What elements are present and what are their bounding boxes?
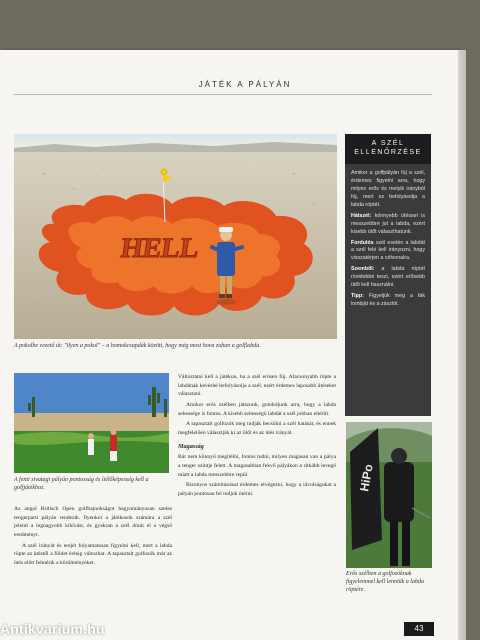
sidebar-item-label: Szemből:	[351, 266, 375, 273]
sidebar-item-text: szél esetén a labdát a szél felé kell irányozni, hogy visszatérjen a célvonalra.	[351, 239, 425, 262]
sidebar-item	[351, 240, 425, 264]
hell-bunker-illustration	[14, 134, 337, 339]
main-photo-caption: A pokolbe vezető út: "ilyen a pokol" – a homokcsapdák között, hogy még most hova zuhan a golflabda.	[14, 343, 261, 349]
page-number: 43	[404, 622, 434, 636]
hell-lettering: HELL	[118, 233, 201, 264]
paragraph: Bár nem könnyű megítélni, fontos tudni, milyen magasan van a pálya a tenger szintje felett. A magasabban fekvő pályákon a ritkább levegő miatt a labda messzebbre repül.	[178, 454, 336, 478]
section-header: JÁTÉK A PÁLYÁN	[198, 80, 292, 89]
sidebar-body	[345, 164, 431, 315]
sidebar-item-text: a labda röptét rövidebbé teszi, ezért erősebb ütőt kell használni.	[351, 266, 425, 289]
page-edge	[458, 50, 466, 640]
sidebar-intro: Amikor a golfpályán fúj a szél, érdemes figyelni arra, hogy milyen erős és melyik irányból fúj, mert ez befolyásolja a labda röptét.	[351, 170, 425, 208]
desert-course-caption: A fenti sivatagi pályán pontosság és ítélőképesség kell a golfjátékhoz.	[14, 477, 149, 491]
sidebar-item-label: Hátszél:	[351, 212, 372, 219]
umbrella-golfer-illustration	[346, 422, 432, 568]
paragraph: A szél irányát és erejét folyamatosan figyelni kell, mert a labda röpte az ütéstől a földet érésig változhat. A tapasztalt golfozók már az ütés előtt felmérik a körülményeket.	[14, 542, 172, 566]
sidebar-item	[351, 293, 425, 309]
article-column-2	[178, 373, 336, 500]
watermark-logo: Antikvarium.hu	[0, 621, 105, 637]
sidebar-item-text: könnyebb ütéssel is messzebbre jut a labda, ezért kisebb ütőt választhatunk.	[351, 212, 425, 235]
article-column-1	[14, 505, 172, 570]
umbrella-golfer-photo	[346, 422, 432, 568]
sidebar-title-line1: A SZÉL	[371, 140, 405, 147]
umbrella-golfer-caption: Erős szélben a golfozóknak figyelemmel kell lenniük a labda röptére.	[346, 571, 424, 593]
subheading: Magasság	[178, 442, 204, 450]
sidebar-item-label: Fordulós	[351, 239, 374, 246]
paragraph: Változtatni kell a játékon, ha a szél erősen fúj. Alacsonyabb röpte a labdának kevésbé befolyásolja a szél, ezért érdemes laposabb ütéseket választani.	[178, 374, 336, 398]
desert-course-illustration	[14, 373, 169, 473]
umbrella-logo: HiPo	[357, 463, 376, 493]
sidebar-title-line2: ELLENŐRZÉSE	[354, 149, 422, 157]
paragraph: A tapasztalt golfozók meg tudják becsülni a szél hatását, és ennek megfelelően választják ki az ütőt és az ütés irányát.	[178, 421, 336, 436]
main-photo	[14, 134, 337, 339]
sidebar-title	[345, 134, 431, 164]
paragraph: Bizonyos számításokat érdemes elvégezni, hogy a távolságokat a pályán pontosan fel tudjuk mérni.	[178, 482, 336, 497]
sidebar-box	[345, 134, 431, 416]
sidebar-item	[351, 213, 425, 237]
header-divider	[14, 94, 432, 95]
desert-course-photo	[14, 373, 169, 473]
sidebar-item	[351, 266, 425, 290]
sidebar-item-label: Tipp:	[351, 293, 364, 300]
paragraph: Amikor erős szélben játszunk, gondoljunk arra, hogy a labda sebessége is fontos. A kisebb sebességű labdát a szél jobban eltéríti.	[178, 401, 336, 417]
sidebar-item-text: Figyeljük meg a fák lombját és a zászlót.	[351, 293, 425, 308]
paragraph: Az angol Britisch Open golfbajnokságot hagyományosan szeles tengerparti pályán rendezik. Ilyenkor a játékosok számára a szél jelenti a legnagyobb kihívást, és gyakran a szél dönti el a végső eredményt.	[14, 506, 172, 538]
